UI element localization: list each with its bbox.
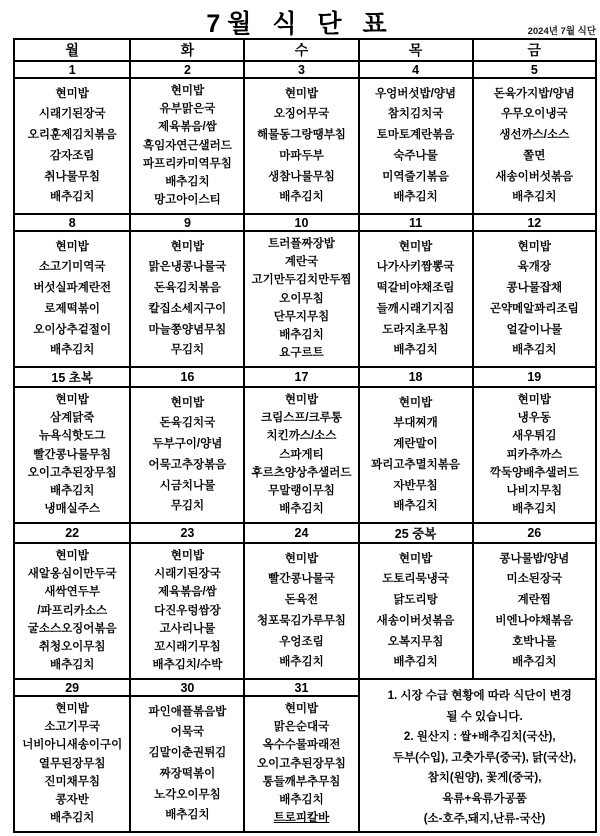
date-cell: 19 [473,367,596,387]
menu-item: 망고아이스티 [154,193,221,206]
menu-item: 깍둑양배추샐러드 [489,466,579,479]
menu-cell [130,231,244,367]
menu-item: 감자조림 [49,149,95,162]
menu-item: 피카추까스 [506,448,563,461]
menu-item: 요구르트 [279,346,324,359]
note-line: 1. 시장 수급 현황에 따라 식단이 변경 [387,690,572,703]
menu-row [14,231,596,367]
date-row [14,367,596,387]
menu-list [245,545,357,677]
menu-item: 굴소스오징어볶음 [27,622,117,635]
menu-item: 배추김치 [49,344,95,357]
page-subtitle: 2024년 7월 식단 [527,26,596,37]
menu-item: 우엉버섯밥/양념 [375,87,457,100]
menu-item: 짜장떡볶이 [159,767,216,780]
note-line: (소-호주,돼지,난류-국산) [414,813,546,826]
menu-item: 옥수수물파래전 [262,739,341,752]
menu-cell [244,387,358,523]
date-cell: 22 [14,523,130,543]
menu-item: 꽈리고추멸치볶음 [371,458,460,471]
date-cell: 1 [14,61,130,78]
menu-item: 들깨시래기지짐 [376,302,455,315]
menu-item: 배추김치 [49,658,95,671]
menu-item: 진미채무침 [44,775,100,788]
menu-cell [14,543,130,679]
menu-item: 냉우동 [517,412,551,425]
menu-list [360,389,472,521]
note-line: 될 수 있습니다. [436,710,523,723]
menu-cell [473,387,596,523]
menu-item: 배추김치 [279,656,324,669]
menu-cell [14,231,130,367]
menu-item: 뉴욕식핫도그 [38,430,106,443]
menu-item: 자반무침 [393,479,438,492]
menu-item: 무김치 [170,344,205,357]
menu-list [474,389,595,521]
menu-item: 배추김치 [279,328,324,341]
menu-item: 나가사키짬뽕국 [376,261,455,274]
menu-item: 트러플짜장밥 [268,238,335,251]
menu-item: 돈육가지밥/양념 [493,87,575,100]
menu-item: 현미밥 [55,550,89,563]
menu-item: 돈육김치국 [159,417,216,430]
menu-cell [244,231,358,367]
date-row [14,61,596,78]
menu-item: 배추김치 [279,191,324,204]
menu-row [14,78,596,214]
date-cell: 12 [473,214,596,231]
menu-cell [244,543,358,679]
menu-cell [244,78,358,214]
menu-list [245,80,357,212]
note-line: 두부(수입), 고춧가루(중국), 닭(국산), [383,751,577,764]
menu-item: 소고기무국 [44,721,100,734]
menu-item: 흑임자연근샐러드 [142,139,232,152]
menu-list [474,80,595,212]
menu-item: 맑은순대국 [273,721,330,734]
menu-row [14,543,596,679]
meal-plan-table [13,38,597,833]
menu-item: 오이상추겉절이 [33,323,112,336]
menu-list [360,233,472,365]
menu-item: 냉매실주스 [44,502,100,515]
date-cell: 25 중복 [359,523,473,543]
date-cell: 16 [130,367,244,387]
menu-item: 배추김치 [393,500,438,513]
menu-item: 현미밥 [170,240,205,253]
menu-item: 생참나물무침 [268,170,335,183]
menu-item: 유부맑은국 [159,103,216,116]
menu-list [15,545,129,677]
menu-list [474,233,595,365]
note-line: 2. 원산지 : 쌀+배추김치(국산), [403,731,556,744]
date-cell: 4 [359,61,473,78]
menu-item: 현미밥 [170,550,205,563]
menu-table-body [14,61,596,832]
date-cell: 15 초복 [14,367,130,387]
menu-item: 배추김치/수박 [152,658,223,671]
menu-item: 다진우렁쌈장 [154,604,221,617]
menu-item: 배추김치 [279,502,324,515]
menu-item: 육개장 [517,261,551,274]
menu-item: 새우튀김 [512,430,557,443]
menu-item: 후르츠양상추샐러드 [251,466,352,479]
date-row [14,214,596,231]
menu-item: 배추김치 [279,793,324,806]
menu-item: 생선까스/소스 [499,129,570,142]
date-cell: 3 [244,61,358,78]
menu-item: 배추김치 [49,191,95,204]
menu-item: 배추김치 [49,811,95,824]
menu-list [15,698,129,830]
menu-cell [130,78,244,214]
menu-item: 제육볶음/쌈 [158,586,217,599]
origin-notes [359,679,596,832]
menu-item: 두부구이/양념 [152,438,223,451]
menu-item: 치킨까스/소스 [266,430,337,443]
date-row [14,523,596,543]
menu-item: 현미밥 [55,87,89,100]
weekday-header-mon: 월 [14,39,130,61]
menu-item: 콩나물밥/양념 [499,552,570,565]
menu-item: 해물동그랑땡부침 [257,129,346,142]
menu-item: 빨간콩나물국 [268,573,335,586]
menu-item: 어묵국 [170,726,205,739]
date-cell: 24 [244,523,358,543]
menu-item: 삼계닭죽 [49,412,95,425]
menu-cell [473,543,596,679]
weekday-header-thu: 목 [359,39,473,61]
menu-item: 무말랭이무침 [268,484,335,497]
note-line: 육류+육류가공품 [432,792,527,805]
menu-row [14,387,596,523]
menu-item: 현미밥 [284,552,319,565]
date-cell: 30 [130,679,244,696]
menu-item: 스파게티 [279,448,324,461]
menu-item: 배추김치 [393,191,438,204]
menu-cell [14,387,130,523]
menu-item: 어묵고추장볶음 [148,458,227,471]
weekday-header-tue: 화 [130,39,244,61]
menu-cell [359,231,473,367]
menu-item: 칼집소세지구이 [148,302,227,315]
menu-item: 현미밥 [517,394,551,407]
menu-item: 청포묵김가루무침 [257,614,346,627]
menu-item: 오징어무국 [273,108,330,121]
menu-item: 현미밥 [284,703,319,716]
menu-item: 돈육전 [284,594,319,607]
menu-item: 취청오이무침 [38,640,106,653]
menu-item: 김말이춘권튀김 [148,747,227,760]
menu-item: 로제떡볶이 [44,302,100,315]
menu-item: 계란국 [284,256,319,269]
menu-item: 배추김치 [165,809,210,822]
menu-item: 제육볶음/쌈 [158,121,217,134]
menu-item: 미역줄기볶음 [382,170,449,183]
menu-item: 배추김치 [165,175,210,188]
menu-cell [130,696,244,832]
menu-cell [14,78,130,214]
date-cell: 5 [473,61,596,78]
menu-item: 참치김치국 [387,108,444,121]
menu-item: 시래기된장국 [38,108,106,121]
menu-item: 통들깨부추무침 [262,775,341,788]
menu-list [15,80,129,212]
menu-item: 떡갈비야채조림 [376,282,455,295]
menu-list [131,545,243,677]
menu-item: 현미밥 [170,85,205,98]
menu-item: /파프리카소스 [37,604,108,617]
menu-item: 배추김치 [512,344,557,357]
menu-item: 오이무침 [279,292,324,305]
menu-item: 단무지무침 [273,310,330,323]
menu-item: 새송이버섯볶음 [495,170,574,183]
menu-item: 토마토계란볶음 [376,129,455,142]
menu-item: 크림스프/크루통 [261,412,342,425]
menu-item: 고기만두김치만두찜 [251,274,352,287]
menu-item: 새알옹심이만두국 [27,568,117,581]
date-cell: 26 [473,523,596,543]
menu-cell [130,387,244,523]
menu-item: 마파두부 [279,149,324,162]
menu-item: 숙주나물 [393,149,438,162]
menu-item: 부대찌개 [393,417,438,430]
menu-list [245,389,357,521]
menu-item: 취나물무침 [44,170,100,183]
weekday-header-fri: 금 [473,39,596,61]
menu-item: 콩자반 [55,793,89,806]
menu-item: 배추김치 [512,502,557,515]
menu-item: 현미밥 [55,703,89,716]
menu-item: 현미밥 [284,394,319,407]
date-cell: 11 [359,214,473,231]
menu-item: 비엔나야채볶음 [495,614,574,627]
menu-item: 새송이버섯볶음 [376,614,455,627]
menu-cell [473,78,596,214]
menu-item: 미소된장국 [506,573,563,586]
menu-list [131,233,243,365]
menu-cell [130,543,244,679]
menu-item: 계란말이 [393,438,438,451]
menu-item: 트로피칼바 [273,811,330,824]
menu-item: 도토리묵냉국 [382,573,449,586]
menu-item: 계란찜 [517,594,551,607]
menu-item: 배추김치 [49,484,95,497]
menu-item: 배추김치 [512,191,557,204]
menu-item: 현미밥 [517,240,551,253]
menu-cell [359,78,473,214]
date-cell: 18 [359,367,473,387]
menu-list [474,545,595,677]
menu-list [131,698,243,830]
menu-item: 꼬시래기무침 [154,640,221,653]
menu-list [245,698,357,830]
menu-item: 오복지무침 [387,635,444,648]
menu-list [360,80,472,212]
menu-item: 맑은냉콩나물국 [148,261,227,274]
weekday-header-row [14,39,596,61]
date-cell: 10 [244,214,358,231]
menu-item: 현미밥 [55,394,89,407]
menu-item: 호박나물 [512,635,557,648]
menu-item: 시금치나물 [159,479,216,492]
menu-item: 오이고추된장무침 [27,466,117,479]
menu-item: 파인애플볶음밥 [148,705,227,718]
menu-item: 곤약메알꽈리조림 [489,302,579,315]
menu-list [360,545,472,677]
menu-item: 우엉조림 [279,635,324,648]
date-cell: 17 [244,367,358,387]
menu-item: 오리훈제김치볶음 [27,129,117,142]
menu-item: 쫄면 [523,149,546,162]
menu-item: 너비아니새송이구이 [22,739,123,752]
menu-item: 마늘쫑양념무침 [148,323,227,336]
menu-item: 열무된장무침 [38,757,106,770]
date-cell: 31 [244,679,358,696]
menu-item: 우무오이냉국 [500,108,568,121]
menu-list [15,389,129,521]
menu-list [131,389,243,521]
menu-item: 버섯실파계란전 [33,282,112,295]
menu-item: 현미밥 [170,396,205,409]
menu-cell [359,387,473,523]
date-cell: 23 [130,523,244,543]
page-title: 7월 식 단 표 [206,10,394,38]
date-cell: 9 [130,214,244,231]
menu-item: 고사리나물 [159,622,216,635]
menu-cell [14,696,130,832]
menu-cell [244,696,358,832]
menu-item: 닭도리탕 [393,594,438,607]
menu-item: 배추김치 [393,344,438,357]
menu-item: 배추김치 [393,656,438,669]
menu-item: 현미밥 [398,240,433,253]
menu-item: 현미밥 [55,240,89,253]
date-row [14,679,596,696]
menu-item: 나비지무침 [506,484,563,497]
menu-item: 콩나물잡채 [506,282,563,295]
menu-item: 현미밥 [284,87,319,100]
menu-item: 배추김치 [512,656,557,669]
weekday-header-wed: 수 [244,39,358,61]
menu-item: 도라지초무침 [382,323,449,336]
menu-item: 오이고추된장무침 [257,757,346,770]
menu-item: 파프리카미역무침 [142,157,232,170]
menu-item: 현미밥 [398,396,433,409]
date-cell: 8 [14,214,130,231]
menu-item: 노각오이무침 [154,788,221,801]
menu-item: 시래기된장국 [154,568,221,581]
note-line: 참치(원양), 꽃게(중국), [418,772,542,785]
menu-list [131,80,243,212]
menu-list [15,233,129,365]
menu-cell [359,543,473,679]
menu-item: 얼갈이나물 [506,323,563,336]
menu-item: 무김치 [170,500,205,513]
menu-item: 새싹연두부 [44,586,100,599]
menu-cell [473,231,596,367]
menu-item: 소고기미역국 [38,261,106,274]
menu-item: 현미밥 [398,552,433,565]
menu-list [245,233,357,365]
date-cell: 29 [14,679,130,696]
menu-item: 빨간콩나물무침 [33,448,112,461]
date-cell: 2 [130,61,244,78]
menu-item: 돈육김치볶음 [154,282,221,295]
